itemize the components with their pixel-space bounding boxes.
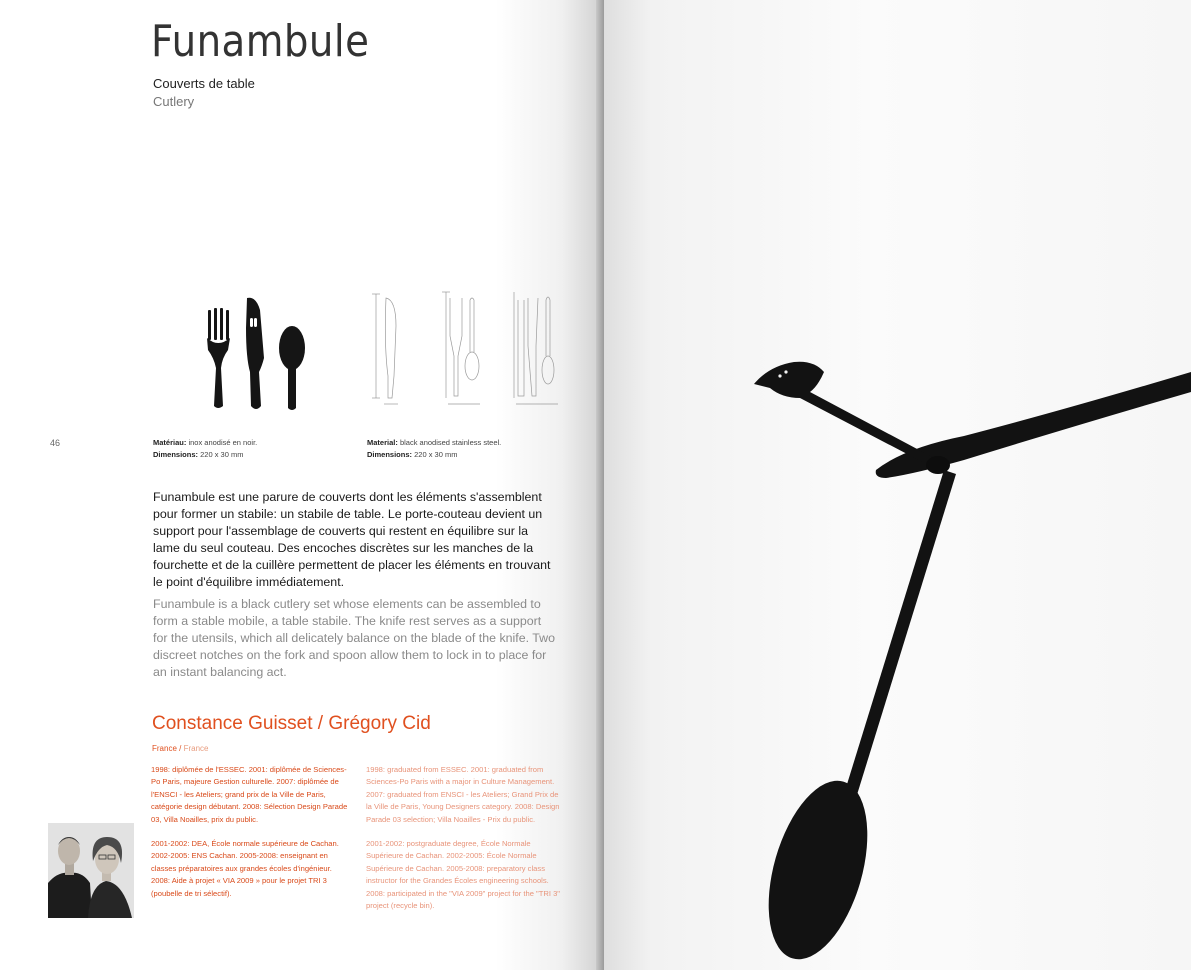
technical-drawings: [366, 286, 562, 416]
product-title: Funambule: [151, 16, 370, 67]
subtitle-french: Couverts de table: [153, 76, 255, 91]
biography-french: [151, 764, 351, 912]
designer-country: [152, 744, 208, 753]
country-english: France: [183, 744, 209, 753]
designers-portrait-photo: [48, 823, 134, 918]
cutlery-mobile-photo: [604, 0, 1191, 970]
description-english: Funambule is a black cutlery set whose elements can be assembled to form a stable mobile, a table stabile. The knife rest serves as a support for the utensils, which all delicately balance on the blade of the knife. Two discreet notches on the fork and spoon allow them to lock in to place for an instant balancing act.: [153, 597, 556, 679]
country-separator: /: [176, 744, 184, 753]
dimensions-value: 220 x 30 mm: [200, 450, 244, 459]
material-value: inox anodisé en noir.: [188, 438, 258, 447]
designer-name: Constance Guisset / Grégory Cid: [152, 713, 431, 734]
knife-drawing: [372, 294, 398, 404]
description-french: Funambule est une parure de couverts dont les éléments s'assemblent pour former un stabile: un stabile de table. Le porte-couteau devient un support pour l'assemblage de couverts qui restent en équilibre sur la lame du seul couteau. Des encoches discrètes sur les manches de la fourchette et de la cuillère permettent de placer les éléments en trouvant le point d'équilibre immédiatement.: [153, 490, 551, 589]
specs-french: [153, 437, 257, 461]
material-label: Matériau:: [153, 438, 187, 447]
assembled-drawing: [514, 292, 558, 404]
bio-paragraph: 1998: diplômée de l'ESSEC. 2001: diplômée de Sciences-Po Paris, majeure Gestion culturelle. 2007: diplômée de l'ENSCI - les Ateliers; grand prix de la Ville de Paris, catégorie design débutant. 2008: Sélection Design Parade 03, Villa Noailles, prix du public.: [151, 765, 348, 824]
fork-image: [207, 308, 230, 408]
bio-paragraph: 1998: graduated from ESSEC. 2001: graduated from Sciences-Po Paris with a major in Culture Management. 2007: graduated from ENSCI - les Ateliers; Grand Prix de la Ville de Paris, Young Designers category. 2008: Design Parade 03 selection; Villa Noailles - Prix du public.: [366, 765, 560, 824]
knife-image: [246, 298, 264, 409]
page-number: 46: [50, 438, 61, 448]
dimensions-label: Dimensions:: [153, 450, 199, 459]
dimensions-label: Dimensions:: [367, 450, 413, 459]
subtitle-english: Cutlery: [153, 94, 195, 109]
biography-english: [366, 764, 566, 924]
material-label: Material:: [367, 438, 398, 447]
bio-paragraph: 2001-2002: DEA, École normale supérieure de Cachan. 2002-2005: ENS Cachan. 2005-2008: enseignant en classes préparatoires aux grandes écoles d'ingénieur. 2008: Aide à projet « VIA 2009 » pour le projet TRI 3 (poubelle de tri sélectif).: [151, 839, 339, 898]
specs-english: [367, 437, 501, 461]
cutlery-set-photo: [190, 288, 320, 414]
dimensions-value: 220 x 30 mm: [414, 450, 458, 459]
fork-in-mobile: [754, 362, 934, 466]
spoon-image: [279, 326, 305, 410]
bio-paragraph: 2001-2002: postgraduate degree, École Normale Supérieure de Cachan. 2002-2005: École Normale Supérieure de Cachan. 2005-2008: preparatory class instructor for the Grandes Écoles engineering schools. 2008: participated in the "VIA 2009" project for the "TRI 3" project (recycle bin).: [366, 839, 560, 911]
material-value: black anodised stainless steel.: [399, 438, 502, 447]
country-french: France: [152, 744, 177, 753]
fork-spoon-drawing: [442, 292, 480, 404]
spoon-in-mobile: [750, 470, 956, 970]
